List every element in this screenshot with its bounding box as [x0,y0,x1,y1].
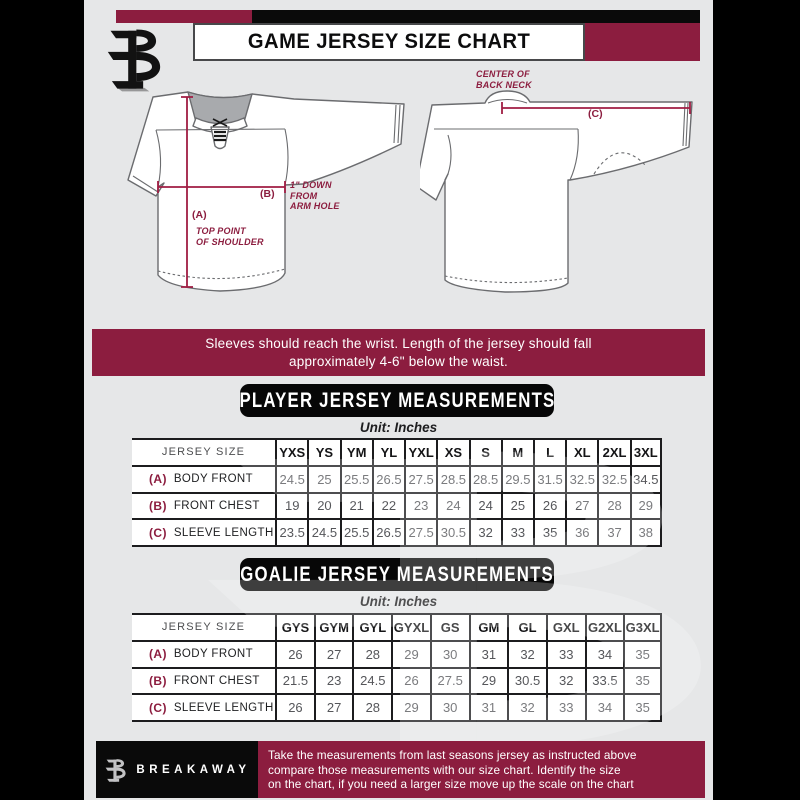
size-column-header: YXL [404,440,436,465]
measurement-value-cell: 26 [391,669,430,694]
measurement-value-cell: 29.5 [501,467,533,492]
measurement-value-cell: 33 [501,520,533,545]
measure-note-c: CENTER OF BACK NECK [476,69,532,90]
size-column-header: GYS [275,615,314,640]
size-column-header: G2XL [585,615,624,640]
measurement-value-cell: 26 [533,494,565,519]
size-column-header: GXL [546,615,585,640]
player-section-title: PLAYER JERSEY MEASUREMENTS [240,384,554,417]
measurement-value-cell: 28.5 [469,467,501,492]
measurement-value-cell: 23.5 [275,520,307,545]
header-top-bar-accent [116,10,252,23]
measurement-row [132,494,662,521]
footer-instructions [258,741,705,798]
measurement-value-cell: 26.5 [372,520,404,545]
measurement-value-cell: 37 [597,520,629,545]
measurement-row [132,695,662,722]
back-jersey-diagram [420,90,700,300]
measurement-row [132,467,662,494]
measurement-value-cell: 31.5 [533,467,565,492]
measurement-value-cell: 30 [430,695,469,720]
front-jersey-diagram [98,88,412,300]
measurement-value-cell: 30.5 [436,520,468,545]
measurement-value-cell: 19 [275,494,307,519]
measurement-value-cell: 31 [469,642,508,667]
measurement-value-cell: 28 [597,494,629,519]
measurement-value-cell: 34 [585,642,624,667]
size-column-header: XL [565,440,597,465]
header-top-bar [116,10,700,23]
measurement-value-cell: 27 [314,695,353,720]
measurement-value-cell: 27.5 [430,669,469,694]
measurement-value-cell: 21.5 [275,669,314,694]
footer-b-logo-icon [103,757,129,783]
size-column-header: 2XL [597,440,629,465]
measurement-value-cell: 29 [630,494,662,519]
measurement-value-cell: 32.5 [565,467,597,492]
measurement-row [132,642,662,669]
measure-note-a: TOP POINT OF SHOULDER [196,226,264,247]
size-column-header: GM [469,615,508,640]
measurement-value-cell: 28 [352,642,391,667]
measurement-value-cell: 33 [546,642,585,667]
table-header-row [132,440,662,467]
size-column-header: L [533,440,565,465]
player-size-table [132,438,662,547]
measurement-value-cell: 25.5 [340,520,372,545]
measurement-value-cell: 32 [546,669,585,694]
measurement-value-cell: 35 [623,695,662,720]
measurement-value-cell: 22 [372,494,404,519]
measurement-value-cell: 30 [430,642,469,667]
table-header-row [132,615,662,642]
measurement-value-cell: 33.5 [585,669,624,694]
measurement-value-cell: 32 [507,642,546,667]
size-column-header: GYL [352,615,391,640]
footer-instruction-line-3: on the chart, if you need a larger size move up the scale on the chart [268,777,634,792]
goalie-unit-label: Unit: Inches [359,594,438,609]
advisory-line-2: approximately 4-6" below the waist. [289,353,508,369]
footer-brand-block [96,741,258,798]
measurement-value-cell: 25.5 [340,467,372,492]
measurement-row [132,520,662,547]
row-label-cell: (B) FRONT CHEST [132,494,275,519]
size-header-cell: JERSEY SIZE [132,615,275,640]
size-column-header: 3XL [630,440,662,465]
advisory-banner [92,329,705,376]
advisory-line-1: Sleeves should reach the wrist. Length of the jersey should fall [205,335,592,351]
measurement-value-cell: 32 [507,695,546,720]
measurement-value-cell: 26.5 [372,467,404,492]
measurement-row [132,669,662,696]
footer-instruction-line-2: compare those measurements with our size chart. Identify the size [268,762,621,777]
measure-label-b: (B) [260,188,275,200]
measure-label-c: (C) [588,108,603,120]
size-column-header: YL [372,440,404,465]
row-label-cell: (A) BODY FRONT [132,642,275,667]
measurement-value-cell: 26 [275,642,314,667]
row-label-cell: (B) FRONT CHEST [132,669,275,694]
measure-note-b: 1" DOWN FROM ARM HOLE [290,180,340,211]
measurement-value-cell: 24.5 [275,467,307,492]
title-box [193,23,585,61]
measurement-value-cell: 30.5 [507,669,546,694]
size-column-header: YS [307,440,339,465]
measurement-value-cell: 36 [565,520,597,545]
measurement-value-cell: 28 [352,695,391,720]
measurement-value-cell: 38 [630,520,662,545]
size-column-header: M [501,440,533,465]
size-column-header: YM [340,440,372,465]
measurement-value-cell: 34 [585,695,624,720]
measurement-value-cell: 35 [623,669,662,694]
row-label-cell: (C) SLEEVE LENGTH [132,520,275,545]
measurement-value-cell: 35 [623,642,662,667]
size-column-header: GYXL [391,615,430,640]
size-column-header: GL [507,615,546,640]
footer-brand-name: BREAKAWAY [136,763,251,776]
breakaway-b-logo-icon [100,24,170,92]
measurement-value-cell: 32.5 [597,467,629,492]
goalie-section-title: GOALIE JERSEY MEASUREMENTS [240,558,554,591]
measurement-value-cell: 24.5 [307,520,339,545]
measurement-value-cell: 25 [307,467,339,492]
size-column-header: G3XL [623,615,662,640]
player-unit-label: Unit: Inches [359,420,438,435]
title-accent-block [585,23,700,61]
measurement-value-cell: 27 [314,642,353,667]
measurement-value-cell: 24 [469,494,501,519]
measurement-value-cell: 23 [314,669,353,694]
measurement-value-cell: 29 [391,695,430,720]
measurement-value-cell: 33 [546,695,585,720]
measurement-value-cell: 27 [565,494,597,519]
size-column-header: XS [436,440,468,465]
measurement-value-cell: 29 [469,669,508,694]
measurement-value-cell: 34.5 [630,467,662,492]
measure-label-a: (A) [192,209,207,221]
goalie-size-table [132,613,662,722]
measurement-value-cell: 24.5 [352,669,391,694]
measurement-value-cell: 35 [533,520,565,545]
measurement-value-cell: 24 [436,494,468,519]
footer-instruction-line-1: Take the measurements from last seasons jersey as instructed above [268,748,637,762]
size-column-header: S [469,440,501,465]
row-label-cell: (C) SLEEVE LENGTH [132,695,275,720]
page-title: GAME JERSEY SIZE CHART [247,30,531,53]
infographic [84,0,713,800]
size-column-header: GYM [314,615,353,640]
row-label-cell: (A) BODY FRONT [132,467,275,492]
measurement-value-cell: 29 [391,642,430,667]
size-column-header: GS [430,615,469,640]
size-column-header: YXS [275,440,307,465]
measurement-value-cell: 31 [469,695,508,720]
measurement-value-cell: 27.5 [404,520,436,545]
measurement-value-cell: 23 [404,494,436,519]
measurement-value-cell: 32 [469,520,501,545]
measurement-value-cell: 20 [307,494,339,519]
measurement-value-cell: 26 [275,695,314,720]
measurement-value-cell: 28.5 [436,467,468,492]
measurement-value-cell: 21 [340,494,372,519]
measurement-value-cell: 27.5 [404,467,436,492]
size-header-cell: JERSEY SIZE [132,440,275,465]
measurement-value-cell: 25 [501,494,533,519]
